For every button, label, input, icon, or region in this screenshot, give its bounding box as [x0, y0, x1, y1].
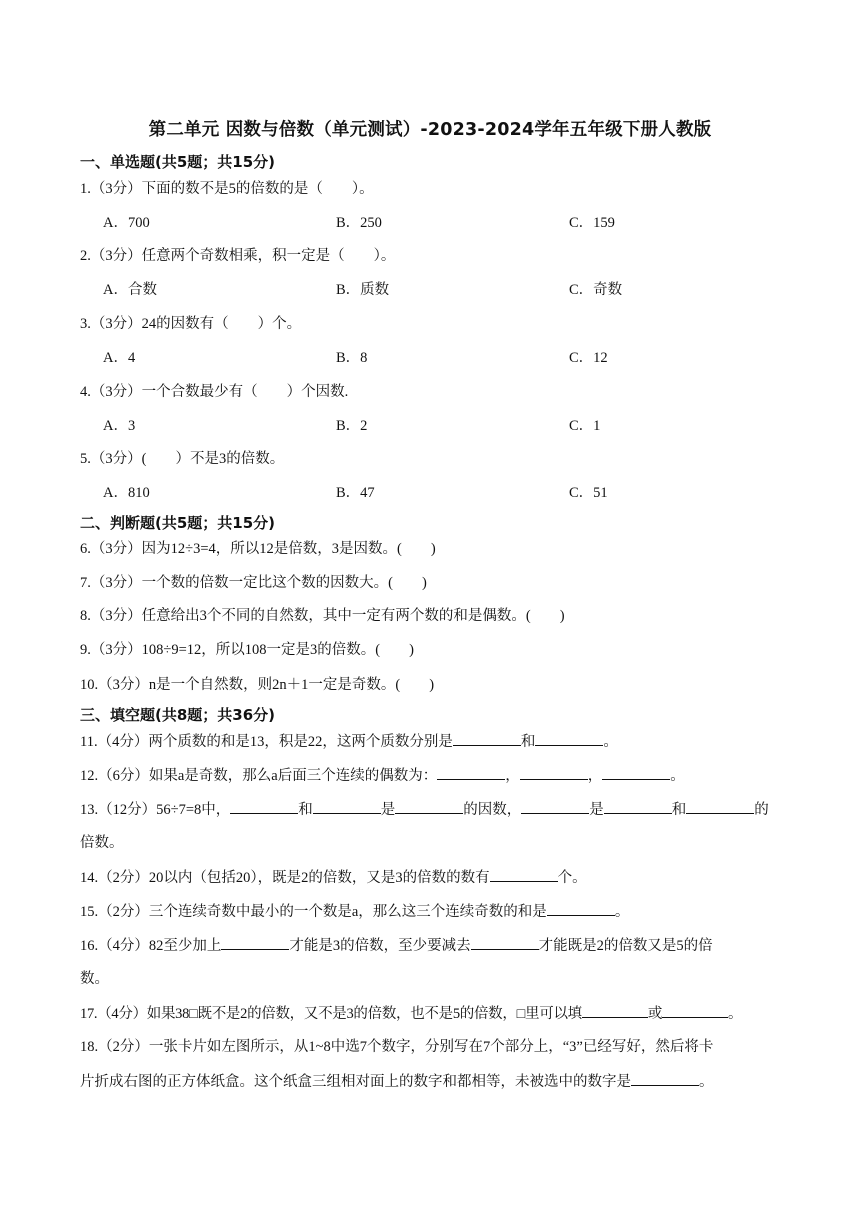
question-3: 3.（3分）24的因数有（ ）个。 — [80, 316, 302, 332]
q12-text-3: ， — [587, 768, 603, 784]
question-2: 2.（3分）任意两个奇数相乘，积一定是（ ）。 — [80, 248, 396, 264]
question-14 — [80, 867, 587, 888]
answer-blank[interactable] — [604, 799, 672, 814]
q1-option-c[interactable]: C．159 — [569, 215, 615, 231]
question-15 — [80, 901, 629, 922]
q14-text-1: 14.（2分）20以内（包括20），既是2的倍数，又是3的倍数的数有 — [80, 870, 490, 886]
q16-continuation: 数。 — [80, 971, 109, 987]
q17-text-3: 。 — [728, 1006, 743, 1022]
q17-text-1: 17.（4分）如果38□既不是2的倍数，又不是3的倍数，也不是5的倍数，□里可以填 — [80, 1006, 582, 1022]
answer-blank[interactable] — [582, 1003, 648, 1018]
q13-text-1: 13.（12分）56÷7=8中， — [80, 802, 231, 818]
section-heading-true-false: 二、判断题(共5题；共15分) — [80, 514, 276, 532]
q3-option-b[interactable]: B．8 — [336, 350, 368, 366]
answer-blank[interactable] — [520, 765, 588, 780]
q13-text-2: 和 — [298, 802, 313, 818]
q1-option-a[interactable]: A．700 — [103, 215, 150, 231]
q14-text-2: 个。 — [557, 870, 587, 886]
q11-text-2: 和 — [520, 734, 536, 750]
question-8: 8.（3分）任意给出3个不同的自然数，其中一定有两个数的和是偶数。( ) — [80, 608, 565, 624]
q1-option-b[interactable]: B．250 — [336, 215, 382, 231]
question-18: 18.（2分）一张卡片如左图所示，从1~8中选7个数字，分别写在7个部分上，“3”已经写好，然后将卡 — [80, 1039, 714, 1055]
answer-blank[interactable] — [437, 765, 505, 780]
q5-option-b[interactable]: B．47 — [336, 485, 375, 501]
answer-blank[interactable] — [395, 799, 463, 814]
q18-continuation — [80, 1071, 714, 1092]
q2-option-b[interactable]: B．质数 — [336, 282, 390, 298]
q13-text-5: 是 — [589, 802, 604, 818]
q13-text-3: 是 — [380, 802, 396, 818]
question-5: 5.（3分）( ）不是3的倍数。 — [80, 451, 285, 467]
q16-text-2: 才能是3的倍数，至少要减去 — [289, 938, 471, 954]
q4-option-a[interactable]: A．3 — [103, 418, 136, 434]
question-9: 9.（3分）108÷9=12，所以108一定是3的倍数。( ) — [80, 642, 414, 658]
q13-text-7: 的 — [754, 802, 769, 818]
q11-text-3: 。 — [603, 734, 618, 750]
q13-text-4: 的因数， — [463, 802, 522, 818]
q15-text-2: 。 — [614, 904, 630, 920]
q5-option-c[interactable]: C．51 — [569, 485, 608, 501]
question-1: 1.（3分）下面的数不是5的倍数的是（ ）。 — [80, 181, 374, 197]
q12-text-1: 12.（6分）如果a是奇数，那么a后面三个连续的偶数为： — [80, 768, 438, 784]
answer-blank[interactable] — [686, 799, 754, 814]
answer-blank[interactable] — [547, 901, 615, 916]
question-11 — [80, 731, 618, 752]
q13-continuation: 倍数。 — [80, 835, 124, 851]
question-4: 4.（3分）一个合数最少有（ ）个因数. — [80, 384, 349, 400]
q15-text-1: 15.（2分）三个连续奇数中最小的一个数是a，那么这三个连续奇数的和是 — [80, 904, 547, 920]
q3-option-a[interactable]: A．4 — [103, 350, 136, 366]
q16-text-3: 才能既是2的倍数又是5的倍 — [538, 938, 713, 954]
q12-text-4: 。 — [670, 768, 685, 784]
answer-blank[interactable] — [453, 731, 521, 746]
section-heading-single-choice: 一、单选题(共5题；共15分) — [80, 153, 276, 171]
answer-blank[interactable] — [221, 935, 289, 950]
q2-option-a[interactable]: A．合数 — [103, 282, 157, 298]
answer-blank[interactable] — [490, 867, 558, 882]
q17-text-2: 或 — [647, 1006, 663, 1022]
q13-text-6: 和 — [671, 802, 687, 818]
q16-text-1: 16.（4分）82至少加上 — [80, 938, 222, 954]
q4-option-b[interactable]: B．2 — [336, 418, 368, 434]
answer-blank[interactable] — [631, 1071, 699, 1086]
q2-option-c[interactable]: C．奇数 — [569, 282, 623, 298]
answer-blank[interactable] — [535, 731, 603, 746]
q18-text-2: 。 — [699, 1074, 714, 1090]
question-7: 7.（3分）一个数的倍数一定比这个数的因数大。( ) — [80, 575, 427, 591]
q4-option-c[interactable]: C．1 — [569, 418, 601, 434]
question-17 — [80, 1003, 742, 1024]
answer-blank[interactable] — [662, 1003, 728, 1018]
question-13 — [80, 799, 769, 820]
q5-option-a[interactable]: A．810 — [103, 485, 150, 501]
q12-text-2: ， — [505, 768, 520, 784]
page-title: 第二单元 因数与倍数（单元测试）-2023-2024学年五年级下册人教版 — [148, 120, 712, 140]
q3-option-c[interactable]: C．12 — [569, 350, 608, 366]
answer-blank[interactable] — [521, 799, 589, 814]
answer-blank[interactable] — [471, 935, 539, 950]
question-10: 10.（3分）n是一个自然数，则2n＋1一定是奇数。( ) — [80, 677, 435, 693]
question-6: 6.（3分）因为12÷3=4，所以12是倍数，3是因数。( ) — [80, 541, 436, 557]
answer-blank[interactable] — [602, 765, 670, 780]
q11-text-1: 11.（4分）两个质数的和是13，积是22，这两个质数分别是 — [80, 734, 453, 750]
section-heading-fill-blank: 三、填空题(共8题；共36分) — [80, 706, 276, 724]
answer-blank[interactable] — [313, 799, 381, 814]
question-16 — [80, 935, 713, 956]
question-12 — [80, 765, 685, 786]
answer-blank[interactable] — [230, 799, 298, 814]
q18-text-1: 片折成右图的正方体纸盒。这个纸盒三组相对面上的数字和都相等，未被选中的数字是 — [80, 1074, 631, 1090]
